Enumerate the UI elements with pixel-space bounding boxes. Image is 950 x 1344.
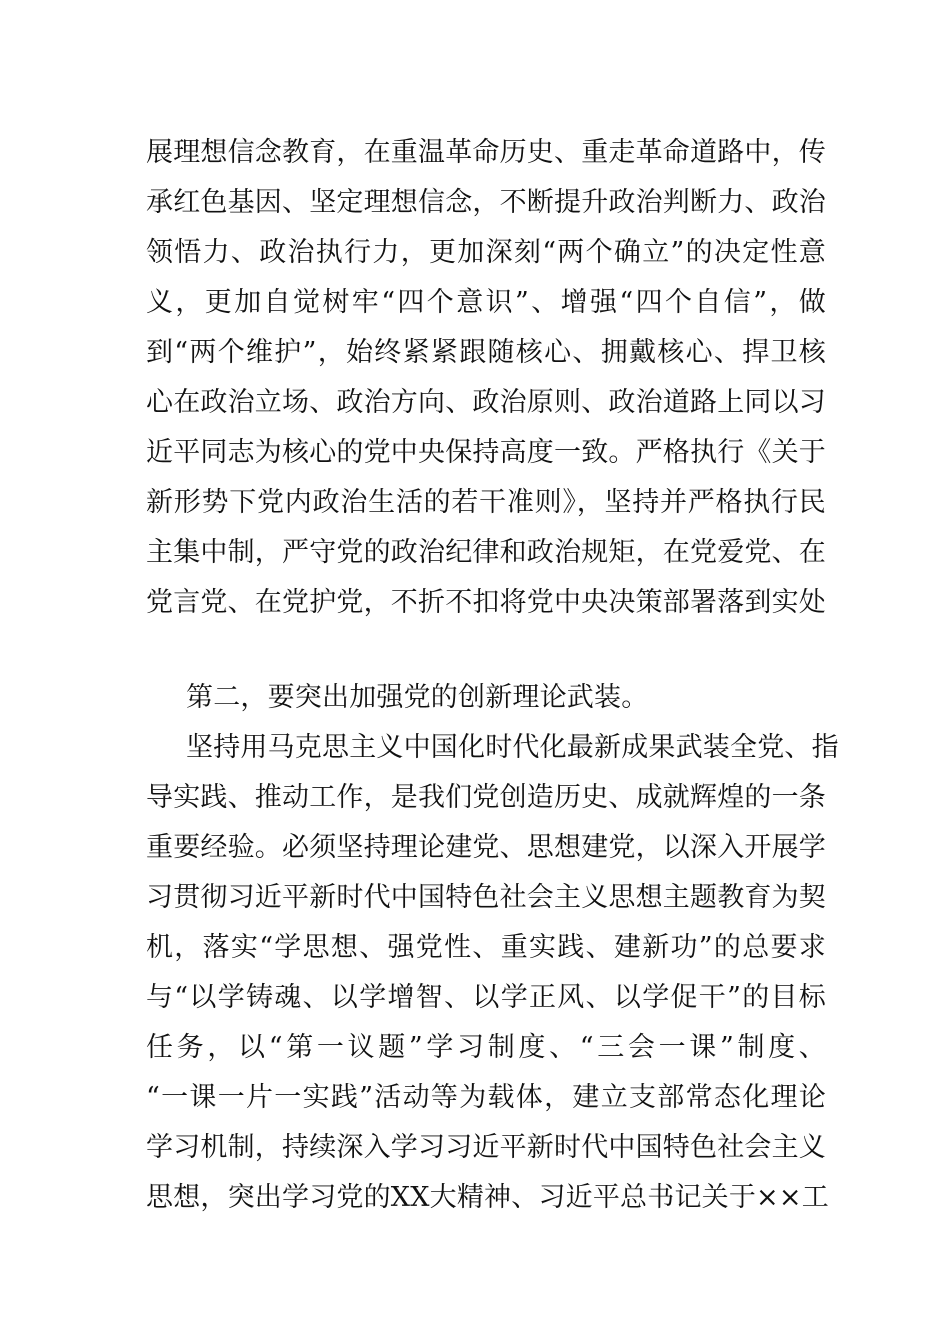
text-line: 义，更加自觉树牢“四个意识”、增强“四个自信”，做 bbox=[146, 287, 826, 318]
text-line: 近平同志为核心的党中央保持高度一致。严格执行《关于 bbox=[146, 437, 826, 468]
text-line: 重要经验。必须坚持理论建党、思想建党，以深入开展学 bbox=[146, 832, 826, 863]
text-line: 展理想信念教育，在重温革命历史、重走革命道路中，传 bbox=[146, 137, 826, 168]
text-line: 领悟力、政治执行力，更加深刻“两个确立”的决定性意 bbox=[146, 237, 826, 268]
text-line: 思想，突出学习党的XX大精神、习近平总书记关于××工 bbox=[146, 1182, 829, 1213]
text-line: 新形势下党内政治生活的若干准则》，坚持并严格执行民 bbox=[146, 487, 826, 518]
section-heading bbox=[146, 673, 826, 723]
text-line: 主集中制，严守党的政治纪律和政治规矩，在党爱党、在 bbox=[146, 537, 826, 568]
text-line: 习贯彻习近平新时代中国特色社会主义思想主题教育为契 bbox=[146, 882, 826, 913]
text-line: 心在政治立场、政治方向、政治原则、政治道路上同以习 bbox=[146, 387, 826, 418]
text-line: 与“以学铸魂、以学增智、以学正风、以学促干”的目标 bbox=[146, 982, 826, 1013]
text-line: 机，落实“学思想、强党性、重实践、建新功”的总要求 bbox=[146, 932, 826, 963]
text-line: 坚持用马克思主义中国化时代化最新成果武装全党、指 bbox=[186, 732, 839, 763]
text-line: 学习机制，持续深入学习习近平新时代中国特色社会主义 bbox=[146, 1132, 826, 1163]
text-line: 党言党、在党护党，不折不扣将党中央决策部署落到实处 bbox=[146, 587, 826, 618]
text-line: 到“两个维护”，始终紧紧跟随核心、拥戴核心、捍卫核 bbox=[146, 337, 826, 368]
text-line: 任务，以“第一议题”学习制度、“三会一课”制度、 bbox=[146, 1032, 826, 1063]
text-line: “一课一片一实践”活动等为载体，建立支部常态化理论 bbox=[146, 1082, 826, 1113]
heading-text: 第二，要突出加强党的创新理论武装。 bbox=[186, 682, 649, 713]
text-line: 导实践、推动工作，是我们党创造历史、成就辉煌的一条 bbox=[146, 782, 826, 813]
paragraph-continued bbox=[146, 128, 826, 628]
text-line: 承红色基因、坚定理想信念，不断提升政治判断力、政治 bbox=[146, 187, 826, 218]
paragraph-2 bbox=[146, 723, 839, 1223]
